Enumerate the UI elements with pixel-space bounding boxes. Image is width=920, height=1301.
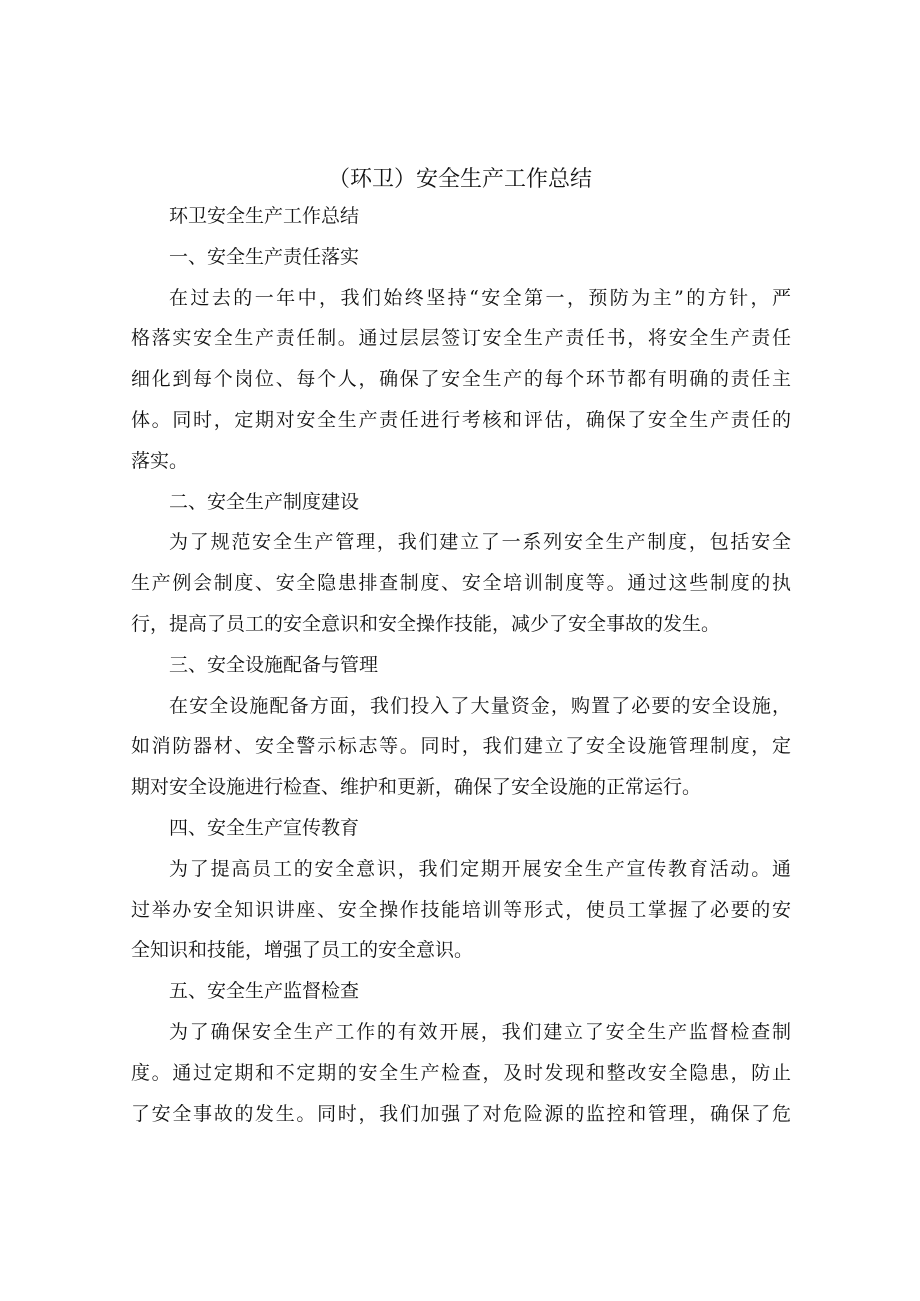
section-heading: 五、安全生产监督检查	[169, 980, 360, 1003]
section-heading: 二、安全生产制度建设	[169, 490, 360, 513]
paragraph-line: 了安全事故的发生。同时，我们加强了对危险源的监控和管理，确保了危	[131, 1102, 791, 1125]
document-body	[131, 196, 791, 1134]
paragraph-line: 细化到每个岗位、每个人，确保了安全生产的每个环节都有明确的责任主	[131, 368, 791, 391]
section-heading: 三、安全设施配备与管理	[169, 653, 379, 676]
paragraph-line: 行，提高了员工的安全意识和安全操作技能，减少了安全事故的发生。	[131, 612, 721, 635]
paragraph-line: 体。同时，定期对安全生产责任进行考核和评估，确保了安全生产责任的	[131, 408, 791, 431]
section-heading: 四、安全生产宣传教育	[169, 816, 360, 839]
paragraph-line: 在过去的一年中，我们始终坚持“安全第一，预防为主”的方针，严	[169, 286, 791, 309]
paragraph-line: 过举办安全知识讲座、安全操作技能培训等形式，使员工掌握了必要的安	[131, 898, 791, 921]
paragraph-line: 格落实安全生产责任制。通过层层签订安全生产责任书，将安全生产责任	[131, 327, 791, 350]
paragraph-line: 度。通过定期和不定期的安全生产检查，及时发现和整改安全隐患，防止	[131, 1061, 791, 1084]
paragraph-line: 如消防器材、安全警示标志等。同时，我们建立了安全设施管理制度，定	[131, 735, 791, 758]
paragraph-line: 期对安全设施进行检查、维护和更新，确保了安全设施的正常运行。	[131, 776, 702, 799]
paragraph-line: 为了确保安全生产工作的有效开展，我们建立了安全生产监督检查制	[169, 1020, 791, 1043]
document-title: （环卫）安全生产工作总结	[327, 167, 592, 192]
paragraph-line: 落实。	[131, 449, 189, 472]
paragraph-line: 在安全设施配备方面，我们投入了大量资金，购置了必要的安全设施，	[169, 694, 791, 717]
paragraph-line: 为了规范安全生产管理，我们建立了一系列安全生产制度，包括安全	[169, 531, 791, 554]
section-heading: 一、安全生产责任落实	[169, 245, 360, 268]
document-subtitle: 环卫安全生产工作总结	[169, 205, 360, 227]
paragraph-line: 生产例会制度、安全隐患排查制度、安全培训制度等。通过这些制度的执	[131, 572, 791, 595]
paragraph-line: 为了提高员工的安全意识，我们定期开展安全生产宣传教育活动。通	[169, 857, 791, 880]
paragraph-line: 全知识和技能，增强了员工的安全意识。	[131, 939, 474, 962]
